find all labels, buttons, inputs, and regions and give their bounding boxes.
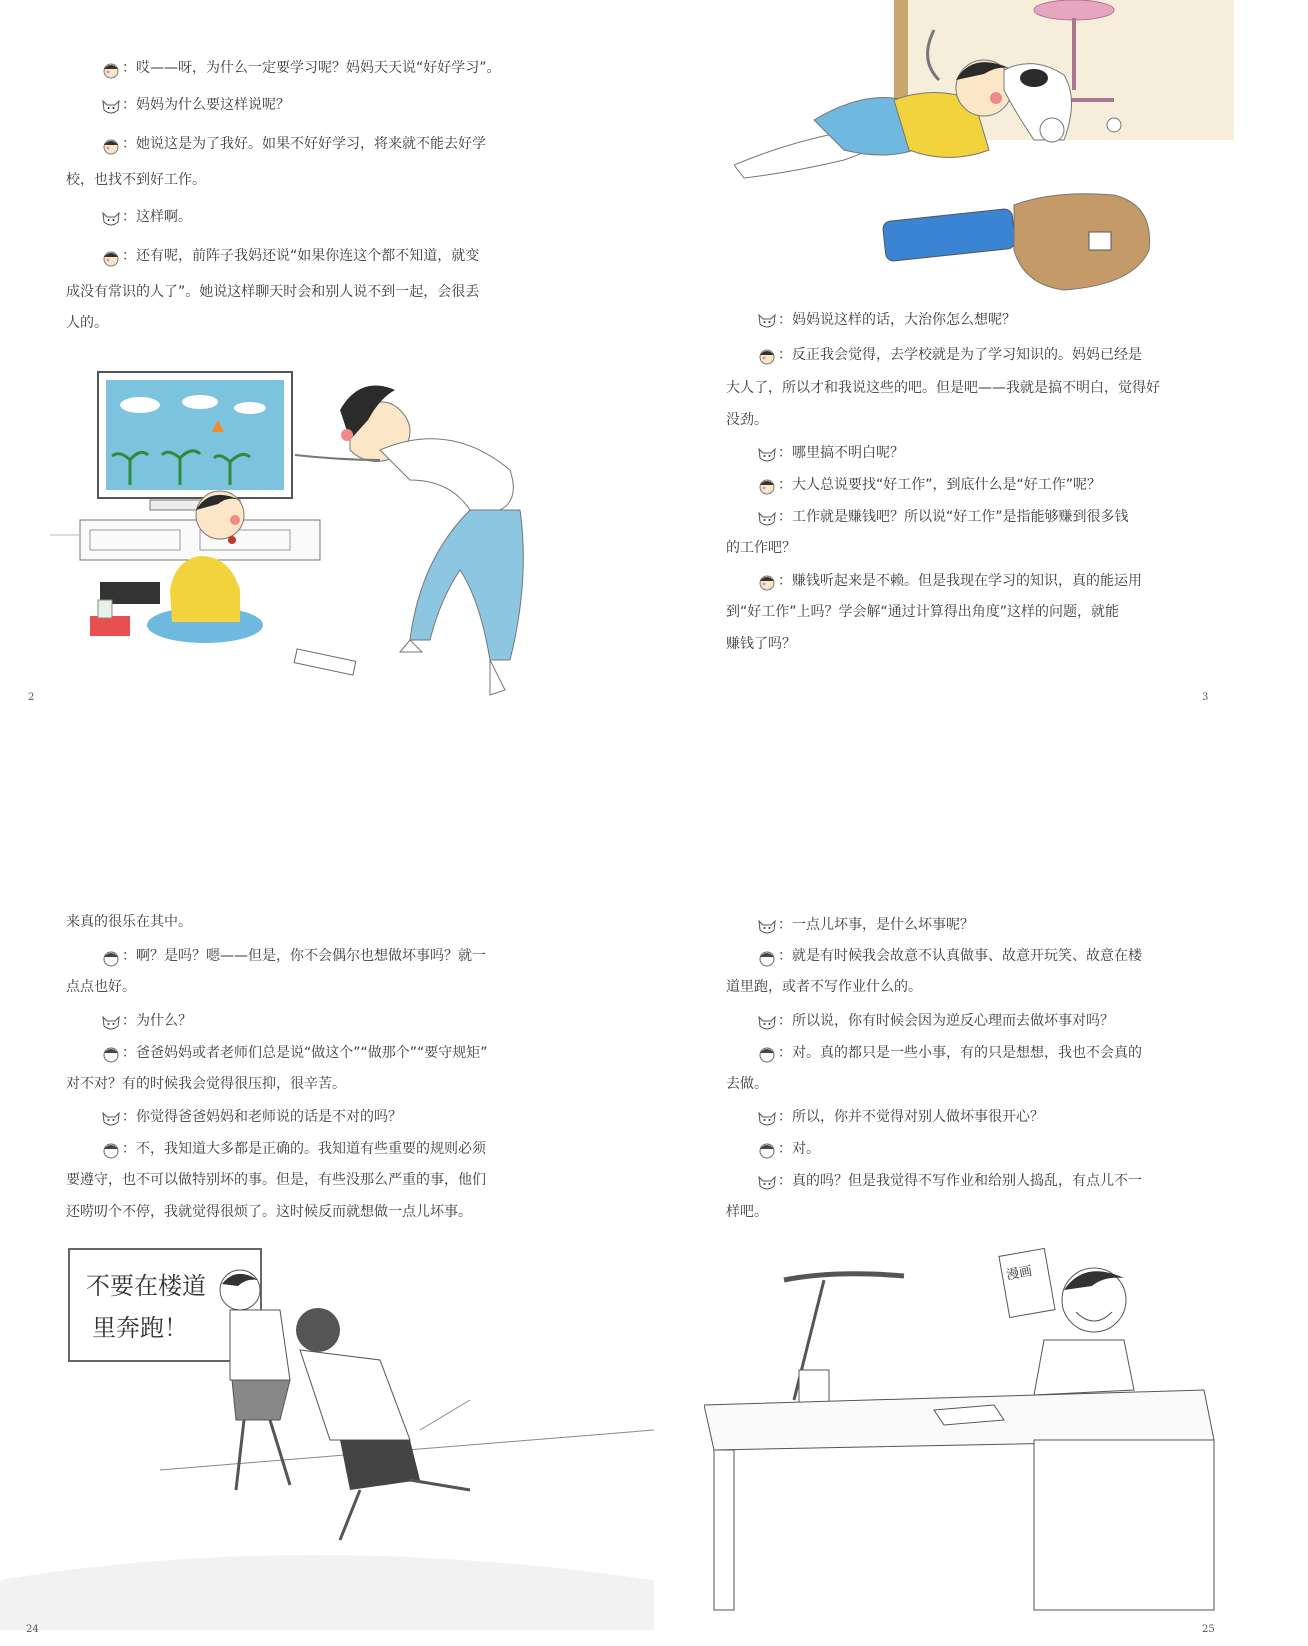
dialogue-line: ：赚钱听起来是不赖。但是我现在学习的知识，真的能运用 bbox=[778, 573, 1142, 589]
dialogue-line: ：所以，你并不觉得对别人做坏事很开心？ bbox=[778, 1109, 1044, 1125]
cat-face-icon bbox=[100, 208, 122, 228]
dialogue-line: ：哪里搞不明白呢？ bbox=[778, 445, 904, 461]
boy-face-icon bbox=[100, 60, 122, 80]
page-number: 25 bbox=[1202, 1624, 1215, 1635]
dialogue-line: 去做。 bbox=[726, 1076, 768, 1092]
dialogue-line: 点点也好。 bbox=[66, 979, 136, 995]
sign-text-line: 里奔跑！ bbox=[92, 1314, 188, 1342]
page-number: 24 bbox=[26, 1624, 39, 1635]
dialogue-line: ：你觉得爸爸妈妈和老师说的话是不对的吗？ bbox=[122, 1109, 402, 1125]
dialogue-line: ：不，我知道大多都是正确的。我知道有些重要的规则必须 bbox=[122, 1141, 486, 1157]
page-3 bbox=[654, 0, 1308, 760]
boy-face-icon bbox=[756, 346, 778, 366]
dialogue-line: ：爸爸妈妈或者老师们总是说“做这个”“做那个”“要守规矩” bbox=[122, 1045, 488, 1061]
cat-face-icon bbox=[756, 916, 778, 936]
dialogue-line: ：妈妈说这样的话，大治你怎么想呢？ bbox=[778, 312, 1016, 328]
comic-book-title: 漫画 bbox=[1005, 1264, 1034, 1284]
dialogue-line: 对不对？有的时候我会觉得很压抑，很辛苦。 bbox=[66, 1076, 346, 1092]
cat-face-icon bbox=[756, 444, 778, 464]
dialogue-line: 道里跑，或者不写作业什么的。 bbox=[726, 979, 922, 995]
dialogue-line: ：反正我会觉得，去学校就是为了学习知识的。妈妈已经是 bbox=[778, 347, 1142, 363]
page-number: 3 bbox=[1202, 692, 1209, 703]
dialogue-line: 到“好工作”上吗？学会解“通过计算得出角度”这样的问题，就能 bbox=[726, 604, 1120, 620]
illustration-kids-running bbox=[0, 1250, 654, 1630]
boy-face-icon bbox=[100, 136, 122, 156]
dialogue-line: 没劲。 bbox=[726, 412, 768, 428]
dialogue-line: 要遵守，也不可以做特别坏的事。但是，有些没那么严重的事，他们 bbox=[66, 1172, 486, 1188]
page-25 bbox=[654, 880, 1308, 1646]
dialogue-line: ：这样啊。 bbox=[122, 209, 192, 225]
sign-text-line: 不要在楼道 bbox=[86, 1272, 206, 1300]
dialogue-line: ：一点儿坏事，是什么坏事呢？ bbox=[778, 917, 974, 933]
dialogue-line: ：就是有时候我会故意不认真做事、故意开玩笑、故意在楼 bbox=[778, 948, 1142, 964]
boy-face-icon bbox=[756, 1044, 778, 1064]
dialogue-line: ：大人总说要找“好工作”，到底什么是“好工作”呢？ bbox=[778, 477, 1102, 493]
dialogue-line: ：啊？是吗？嗯——但是，你不会偶尔也想做坏事吗？就一 bbox=[122, 948, 486, 964]
dialogue-line: ：她说这是为了我好。如果不好好学习，将来就不能去好学 bbox=[122, 136, 486, 152]
boy-face-icon bbox=[756, 948, 778, 968]
dialogue-line: ：工作就是赚钱吧？所以说“好工作”是指能够赚到很多钱 bbox=[778, 509, 1129, 525]
illustration-boy-reading-comic bbox=[704, 1240, 1224, 1620]
cat-face-icon bbox=[756, 1172, 778, 1192]
boy-face-icon bbox=[100, 948, 122, 968]
boy-face-icon bbox=[100, 1044, 122, 1064]
cat-face-icon bbox=[756, 310, 778, 330]
dialogue-line: 校，也找不到好工作。 bbox=[66, 172, 206, 188]
dialogue-line: ：对。 bbox=[778, 1141, 820, 1157]
cat-face-icon bbox=[100, 1108, 122, 1128]
boy-face-icon bbox=[100, 1140, 122, 1160]
dialogue-line: ：为什么？ bbox=[122, 1013, 192, 1029]
cat-face-icon bbox=[756, 1108, 778, 1128]
dialogue-line: 的工作吧？ bbox=[726, 540, 796, 556]
boy-face-icon bbox=[756, 572, 778, 592]
cat-face-icon bbox=[756, 1012, 778, 1032]
boy-face-icon bbox=[756, 1140, 778, 1160]
dialogue-line: 样吧。 bbox=[726, 1204, 768, 1220]
dialogue-line: 还唠叨个不停，我就觉得很烦了。这时候反而就想做一点儿坏事。 bbox=[66, 1204, 472, 1220]
dialogue-line: 赚钱了吗？ bbox=[726, 636, 796, 652]
dialogue-line: ：妈妈为什么要这样说呢？ bbox=[122, 97, 290, 113]
illustration-boy-lying-cat bbox=[734, 0, 1234, 300]
page-24 bbox=[0, 880, 654, 1646]
dialogue-line: ：所以说，你有时候会因为逆反心理而去做坏事对吗？ bbox=[778, 1013, 1114, 1029]
boy-face-icon bbox=[756, 476, 778, 496]
boy-face-icon bbox=[100, 248, 122, 268]
illustration-tv-mother-boy bbox=[50, 360, 610, 710]
dialogue-line: ：还有呢，前阵子我妈还说“如果你连这个都不知道，就变 bbox=[122, 248, 480, 264]
dialogue-line: ：真的吗？但是我觉得不写作业和给别人捣乱，有点儿不一 bbox=[778, 1173, 1142, 1189]
dialogue-line: 来真的很乐在其中。 bbox=[66, 914, 192, 930]
page-number: 2 bbox=[28, 692, 35, 703]
dialogue-line: 大人了，所以才和我说这些的吧。但是吧——我就是搞不明白，觉得好 bbox=[726, 380, 1160, 396]
dialogue-line: 人的。 bbox=[66, 315, 108, 331]
dialogue-line: ：对。真的都只是一些小事，有的只是想想，我也不会真的 bbox=[778, 1045, 1142, 1061]
cat-face-icon bbox=[756, 508, 778, 528]
cat-face-icon bbox=[100, 1012, 122, 1032]
dialogue-line: ：哎——呀，为什么一定要学习呢？妈妈天天说“好好学习”。 bbox=[122, 60, 501, 76]
page-2 bbox=[0, 0, 654, 760]
dialogue-line: 成没有常识的人了”。她说这样聊天时会和别人说不到一起，会很丢 bbox=[66, 284, 480, 300]
cat-face-icon bbox=[100, 96, 122, 116]
